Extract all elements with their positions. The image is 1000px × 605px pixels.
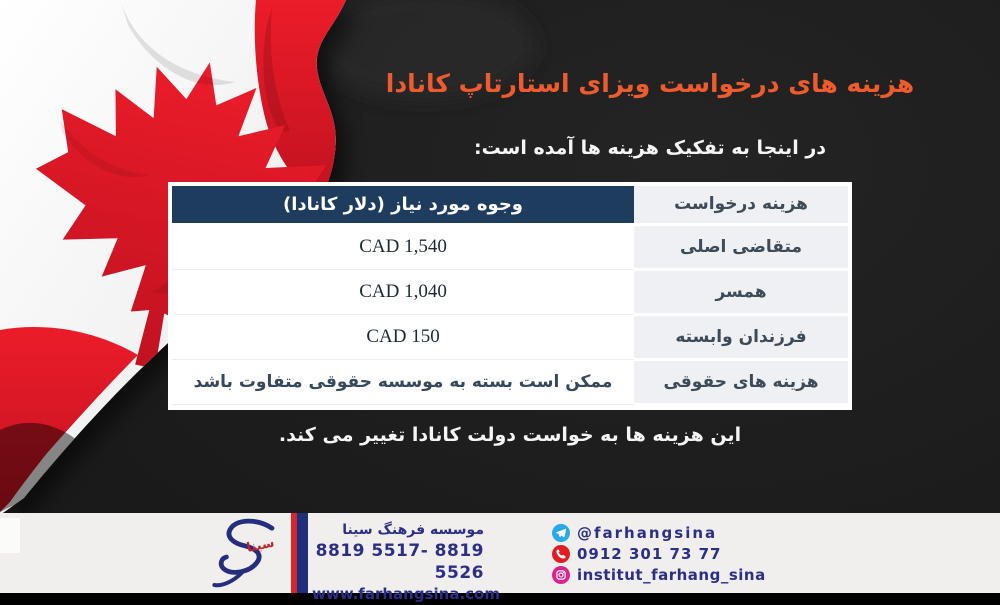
footer (0, 513, 1000, 603)
table-header-row (172, 186, 848, 224)
row-label: همسر (634, 269, 848, 314)
telegram-icon (552, 524, 570, 542)
footer-left-tab (0, 518, 20, 553)
table-row (172, 269, 848, 314)
social-contact-block (552, 524, 766, 584)
telegram-row (552, 524, 766, 542)
divider-stripe-navy (297, 513, 308, 593)
sina-logo-script: سینا (245, 535, 276, 556)
disclaimer-note: این هزینه ها به خواست دولت کانادا تغییر می کند. (278, 424, 742, 446)
table-header-label: هزینه درخواست (634, 186, 848, 224)
instagram-icon (552, 566, 570, 584)
table-row (172, 359, 848, 404)
row-label: متقاضی اصلی (634, 224, 848, 269)
row-label: فرزندان وابسته (634, 314, 848, 359)
table-row (172, 314, 848, 359)
table-header-value: وجوه مورد نیاز (دلار کانادا) (172, 186, 634, 224)
row-value: ممکن است بسته به موسسه حقوقی متفاوت باشد (172, 359, 634, 404)
phone-row (552, 545, 766, 563)
page-subtitle: در اینجا به تفکیک هزینه ها آمده است: (473, 137, 827, 159)
telegram-handle: @farhangsina (577, 524, 718, 542)
instagram-row (552, 566, 766, 584)
org-name: موسسه فرهنگ سینا (342, 522, 484, 538)
row-value: 1,540 CAD (172, 224, 634, 269)
phone-icon (552, 545, 570, 563)
org-info-block (312, 520, 500, 605)
row-label: هزینه های حقوقی (634, 359, 848, 404)
cost-table (168, 182, 852, 410)
table-row (172, 224, 848, 269)
row-value: 1,040 CAD (172, 269, 634, 314)
org-website: www.farhangsina.com (312, 585, 500, 603)
instagram-handle: institut_farhang_sina (577, 566, 766, 584)
page-title: هزینه های درخواست ویزای استارتاپ کانادا (385, 69, 915, 98)
sina-logo (203, 517, 293, 589)
row-value: 150 CAD (172, 314, 634, 359)
mobile-number: 0912 301 73 77 (577, 545, 722, 563)
org-phone-numbers: 8819 5517- 8819 5526 (315, 541, 484, 583)
